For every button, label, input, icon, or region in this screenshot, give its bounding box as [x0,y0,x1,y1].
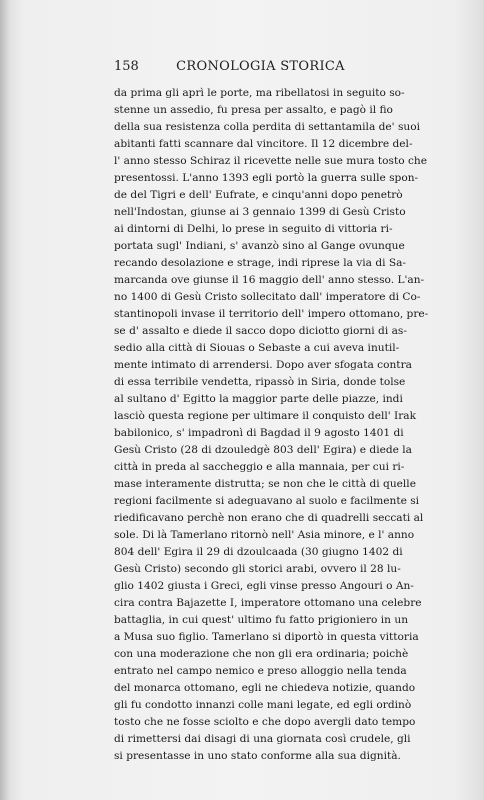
text-line-17: mente intimato di arrendersi. Dopo aver sfogata contra [114,359,412,371]
text-line-28: 804 dell' Egira il 29 di dzoulcaada (30 giugno 1402 di [114,546,403,558]
text-line-4: abitanti fatti scannare dal vincitore. Il 12 dicembre del- [114,138,413,150]
text-line-2: stenne un assedio, fu presa per assalto, e pagò il fio [114,104,393,116]
text-line-22: Gesù Cristo (28 di dzouledgè 803 dell' Egira) e diede la [114,444,412,456]
text-line-34: con una moderazione che non gli era ordinaria; poichè [114,648,409,660]
text-line-3: della sua resistenza colla perdita di settantamila de' suoi [114,121,420,133]
page-fold-shadow [0,0,10,800]
text-line-10: portata sugl' Indiani, s' avanzò sino al Gange ovunque [114,240,405,252]
text-line-20: lasciò questa regione per ultimare il conquisto dell' Irak [114,410,416,422]
page-number: 158 [114,59,139,74]
text-line-25: regioni facilmente si adeguavano al suolo e facilmente si [114,495,420,507]
text-line-38: tosto che ne fosse sciolto e che dopo avergli dato tempo [114,716,416,728]
text-line-21: babilonico, s' impadronì di Bagdad il 9 agosto 1401 di [114,427,404,439]
text-line-8: nell'Indostan, giunse ai 3 gennaio 1399 di Gesù Cristo [114,206,406,218]
page-header [114,58,366,76]
text-line-37: gli fu condotto innanzi colle mani legate, ed egli ordinò [114,699,412,711]
text-line-32: battaglia, in cui quest' ultimo fu fatto prigioniero in un [114,614,409,626]
text-line-1: da prima gli aprì le porte, ma ribellatosi in seguito so- [114,87,405,99]
text-line-18: di essa terribile vendetta, ripassò in Siria, donde tolse [114,376,406,388]
text-line-40: si presentasse in uno stato conforme alla sua dignità. [114,750,401,762]
text-line-14: stantinopoli invase il territorio dell' impero ottomano, pre- [114,308,429,320]
text-line-12: marcanda ove giunse il 16 maggio dell' anno stesso. L'an- [114,274,425,286]
text-line-23: città in preda al saccheggio e alla mannaia, per cui ri- [114,461,405,473]
body-text [114,85,458,765]
text-line-27: sole. Di là Tamerlano ritornò nell' Asia minore, e l' anno [114,529,415,541]
text-line-39: di rimettersi dai disagi di una giornata così crudele, gli [114,733,411,745]
text-line-29: Gesù Cristo) secondo gli storici arabi, ovvero il 28 lu- [114,563,401,575]
text-line-33: a Musa suo figlio. Tamerlano si diportò in questa vittoria [114,631,419,643]
text-line-30: glio 1402 giusta i Greci, egli vinse presso Angouri o An- [114,580,414,592]
text-line-15: se d' assalto e diede il sacco dopo diciotto giorni di as- [114,325,407,337]
text-line-35: entrato nel campo nemico e preso alloggio nella tenda [114,665,407,677]
text-line-7: de del Tigri e dell' Eufrate, e cinqu'anni dopo penetrò [114,189,403,201]
text-line-6: presentossi. L'anno 1393 egli portò la guerra sulle spon- [114,172,419,184]
text-line-13: no 1400 di Gesù Cristo sollecitato dall' imperatore di Co- [114,291,421,303]
text-line-36: del monarca ottomano, egli ne chiedeva notizie, quando [114,682,416,694]
text-line-16: sedio alla città di Siouas o Sebaste a cui aveva inutil- [114,342,400,354]
text-line-26: riedificavano perchè non erano che di quadrelli seccati al [114,512,424,524]
text-line-24: mase interamente distrutta; se non che le città di quelle [114,478,416,490]
text-line-19: al sultano d' Egitto la maggior parte delle piazze, indi [114,393,403,405]
text-line-31: cira contra Bajazette I, imperatore ottomano una celebre [114,597,422,609]
text-line-5: l' anno stesso Schiraz il ricevette nelle sue mura tosto che [114,155,428,167]
text-line-11: recando desolazione e strage, indi riprese la via di Sa- [114,257,407,269]
running-title: CRONOLOGIA STORICA [176,59,345,74]
text-line-9: ai dintorni di Delhi, lo prese in seguito di vittoria ri- [114,223,393,235]
